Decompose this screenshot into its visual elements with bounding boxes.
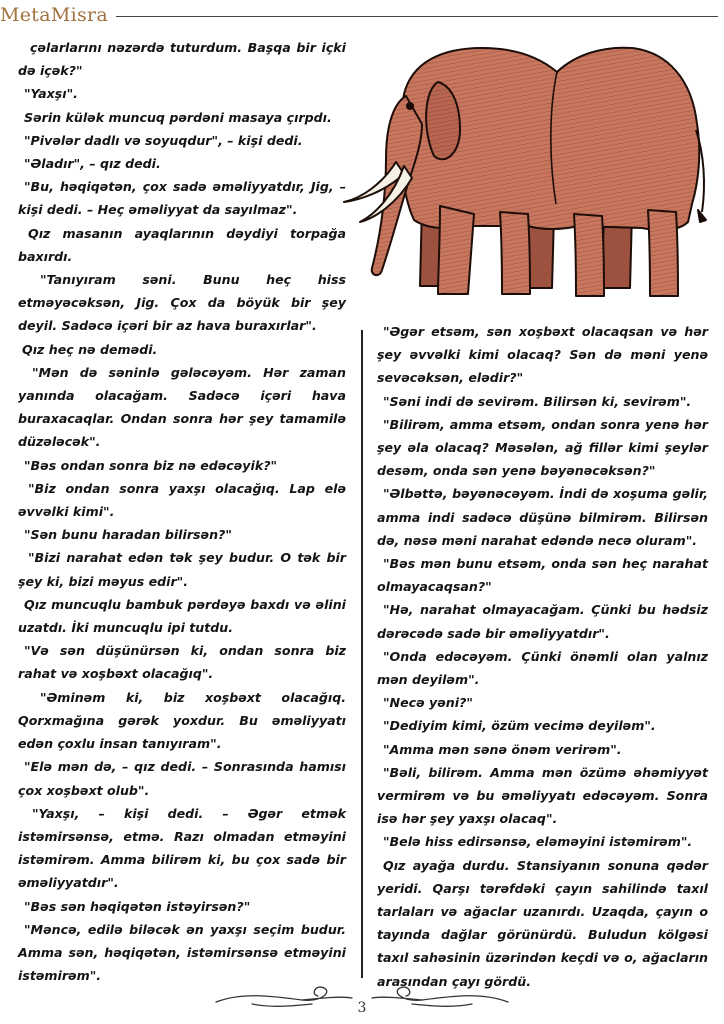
paragraph: Qız heç nə demədi.: [22, 341, 158, 357]
paragraph: "Bizi narahat edən tək şey budur. O tək bir şey ki, bizi məyus edir".: [18, 550, 346, 589]
paragraph: "Və sən düşünürsən ki, ondan sonra biz rahat və xoşbəxt olacağıq".: [18, 643, 346, 682]
paragraph: "Tanıyıram səni. Bunu heç hiss etməyəcəksən, Jig. Çox da böyük bir şey deyil. Sadəcə içəri bir az hava buraxırlar".: [18, 272, 346, 334]
page-number: 3: [357, 1000, 367, 1016]
paragraph: "Pivələr dadlı və soyuqdur", – kişi dedi.: [24, 132, 303, 148]
paragraph: "Yaxşı, – kişi dedi. – Əgər etmək istəmirsənsə, etmə. Razı olmadan etməyini istəmirəm. Amma bilirəm ki, bu çox sadə bir əməliyyatdır".: [18, 805, 346, 891]
paragraph: "Yaxşı".: [24, 86, 78, 102]
paragraph: "Bəs mən bunu etsəm, onda sən heç narahat olmayacaqsan?": [377, 556, 708, 595]
two-headless-elephant-illustration: [342, 34, 714, 306]
paragraph: "Əlbəttə, bəyənəcəyəm. İndi də xoşuma gəlir, amma indi sadəcə düşünə bilmirəm. Bilirsən də, nəsə məni narahat edəndə necə oluram".: [377, 486, 708, 548]
paragraph: çəlarlarını nəzərdə tuturdum. Başqa bir içki də içək?": [18, 40, 346, 79]
right-text-column: [377, 320, 708, 993]
paragraph: "Bəs sən həqiqətən istəyirsən?": [24, 898, 251, 914]
paragraph: "Elə mən də, – qız dedi. – Sonrasında hamısı çox xoşbəxt olub".: [18, 759, 346, 798]
paragraph: "Məncə, edilə biləcək ən yaxşı seçim budur. Amma sən, həqiqətən, istəmirsənsə etməyini istəmirəm".: [18, 921, 346, 984]
paragraph: "Bilirəm, amma etsəm, ondan sonra yenə hər şey əla olacaq? Məsələn, ağ fillər kimi şeylər desəm, onda sən yenə bəyənəcəksən?": [377, 416, 708, 479]
paragraph: "Hə, narahat olmayacağam. Çünki bu hədsiz dərəcədə sadə bir əməliyyatdır".: [377, 602, 708, 641]
paragraph: "Sən bunu haradan bilirsən?": [24, 527, 232, 543]
paragraph: "Mən də səninlə gələcəyəm. Hər zaman yanında olacağam. Sadəcə içəri hava buraxacaqlar. Ondan sonra hər şey tamamilə düzələcək".: [18, 364, 346, 450]
paragraph: Sərin külək muncuq pərdəni masaya çırpdı.: [24, 109, 332, 125]
paragraph: "Bu, həqiqətən, çox sadə əməliyyatdır, Jig, – kişi dedi. – Heç əməliyyat da sayılmaz".: [18, 179, 346, 218]
paragraph: "Əgər etsəm, sən xoşbəxt olacaqsan və hər şey əvvəlki kimi olacaq? Sən də məni yenə sevəcəksən, elədir?": [377, 324, 708, 386]
paragraph: "Belə hiss edirsənsə, eləməyini istəmirəm".: [383, 834, 693, 850]
left-text-column: [18, 36, 346, 987]
paragraph: Qız masanın ayaqlarının dəydiyi torpağa baxırdı.: [18, 225, 346, 264]
paragraph: "Əminəm ki, biz xoşbəxt olacağıq. Qorxmağına gərək yoxdur. Bu əməliyyatı edən çoxlu insan tanıyıram".: [18, 689, 346, 752]
paragraph: "Amma mən sənə önəm verirəm".: [383, 741, 622, 757]
paragraph: "Səni indi də sevirəm. Bilirsən ki, sevirəm".: [383, 393, 692, 409]
column-divider: [361, 330, 363, 978]
paragraph: Qız ayağa durdu. Stansiyanın sonuna qədər yeridi. Qarşı tərəfdəki çayın sahilində taxıl tarlaları və ağaclar uzanırdı. Uzaqda, çayın o tayında dağlar görünürdü. Buludun kölgəsi taxıl sahəsinin üzərindən keçdi və o, ağacların arasından çayı gördü.: [377, 857, 708, 989]
paragraph: "Dediyim kimi, özüm vecimə deyiləm".: [383, 718, 656, 734]
paragraph: Qız muncuqlu bambuk pərdəyə baxdı və əlini uzatdı. İki muncuqlu ipi tutdu.: [18, 596, 346, 636]
paragraph: "Bəs ondan sonra biz nə edəcəyik?": [24, 457, 278, 473]
paragraph: "Onda edəcəyəm. Çünki önəmli olan yalnız mən deyiləm".: [377, 648, 708, 688]
brand-title: MetaMisra: [0, 4, 109, 26]
paragraph: "Bəli, bilirəm. Amma mən özümə əhəmiyyət vermirəm və bu əməliyyatı edəcəyəm. Sonra isə hər şey yaxşı olacaq".: [377, 764, 708, 827]
header-rule: [116, 16, 718, 17]
paragraph: "Əladır", – qız dedi.: [24, 156, 161, 172]
paragraph: "Necə yəni?": [383, 695, 473, 711]
paragraph: "Biz ondan sonra yaxşı olacağıq. Lap elə əvvəlki kimi".: [18, 480, 346, 520]
